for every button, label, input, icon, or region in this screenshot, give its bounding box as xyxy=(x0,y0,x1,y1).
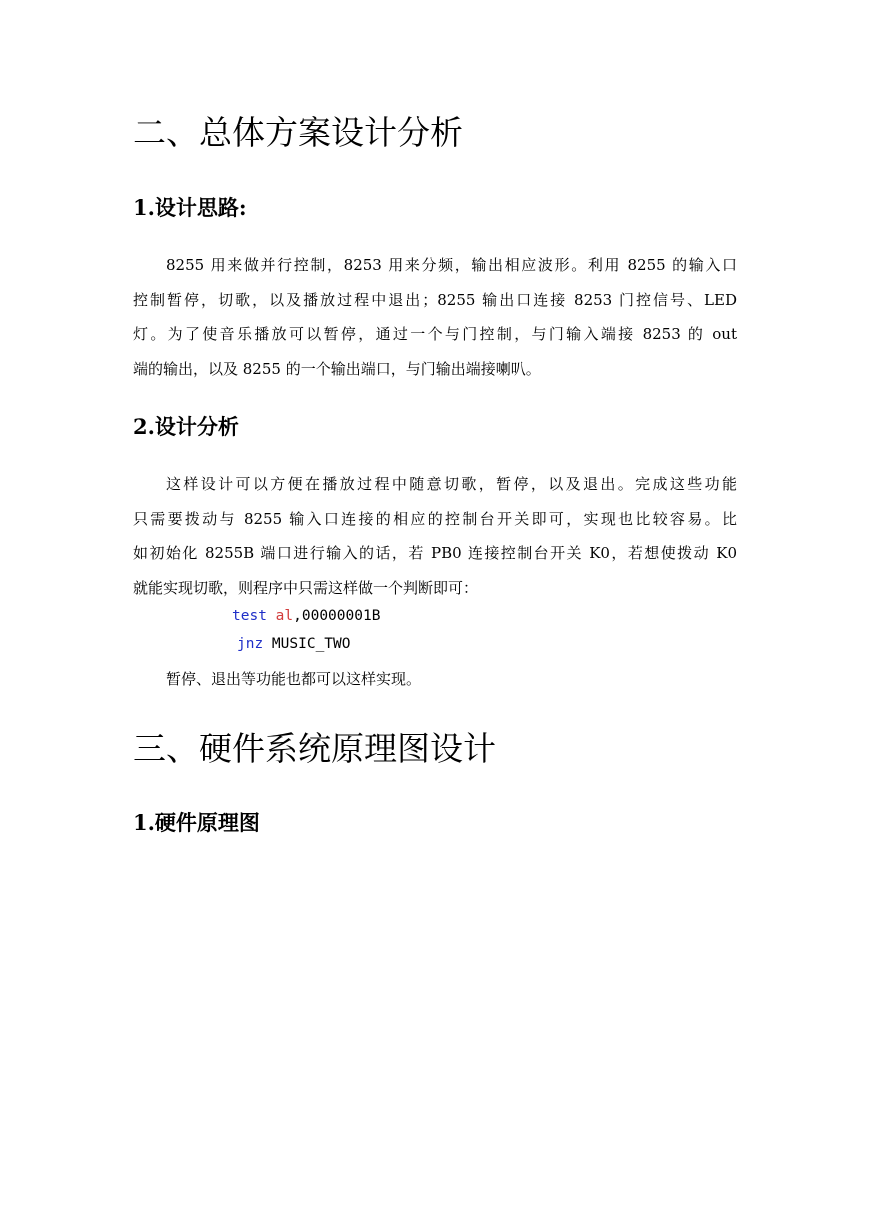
subheading-hardware-schematic: 1.硬件原理图 xyxy=(133,810,260,835)
paragraph-line: 8255 用来做并行控制，8253 用来分频，输出相应波形。利用 8255 的输入口 xyxy=(166,256,737,274)
code-operand: ,00000001B xyxy=(293,608,381,624)
paragraph-line: 灯。为了使音乐播放可以暂停，通过一个与门控制，与门输入端接 8253 的 out xyxy=(133,325,737,343)
paragraph-line: 只需要拨动与 8255 输入口连接的相应的控制台开关即可，实现也比较容易。比 xyxy=(133,509,737,528)
section-heading-hardware-schematic: 三、硬件系统原理图设计 xyxy=(133,729,496,768)
paragraph-line: 端的输出，以及 8255 的一个输出端口，与门输出端接喇叭。 xyxy=(133,359,541,378)
section-heading-overall-design: 二、总体方案设计分析 xyxy=(133,113,463,152)
paragraph-line: 就能实现切歌，则程序中只需这样做一个判断即可： xyxy=(133,578,479,597)
code-register: al xyxy=(275,608,294,624)
code-operand: MUSIC_TWO xyxy=(263,636,351,652)
code-line-test xyxy=(232,606,380,626)
subheading-design-analysis: 2.设计分析 xyxy=(133,414,239,439)
paragraph-design-idea xyxy=(133,248,737,386)
paragraph-closing: 暂停、退出等功能也都可以这样实现。 xyxy=(166,670,422,688)
code-instruction: test xyxy=(232,608,267,624)
paragraph-design-analysis xyxy=(133,467,737,605)
subheading-design-idea: 1.设计思路: xyxy=(133,195,247,220)
paragraph-line: 这样设计可以方便在播放过程中随意切歌，暂停，以及退出。完成这些功能 xyxy=(166,475,737,493)
code-instruction: jnz xyxy=(237,636,264,652)
paragraph-line: 控制暂停，切歌，以及播放过程中退出；8255 输出口连接 8253 门控信号、LED xyxy=(133,290,737,309)
paragraph-line: 如初始化 8255B 端口进行输入的话，若 PB0 连接控制台开关 K0，若想使拨动 K0 xyxy=(133,544,737,562)
code-line-jnz xyxy=(237,634,351,654)
